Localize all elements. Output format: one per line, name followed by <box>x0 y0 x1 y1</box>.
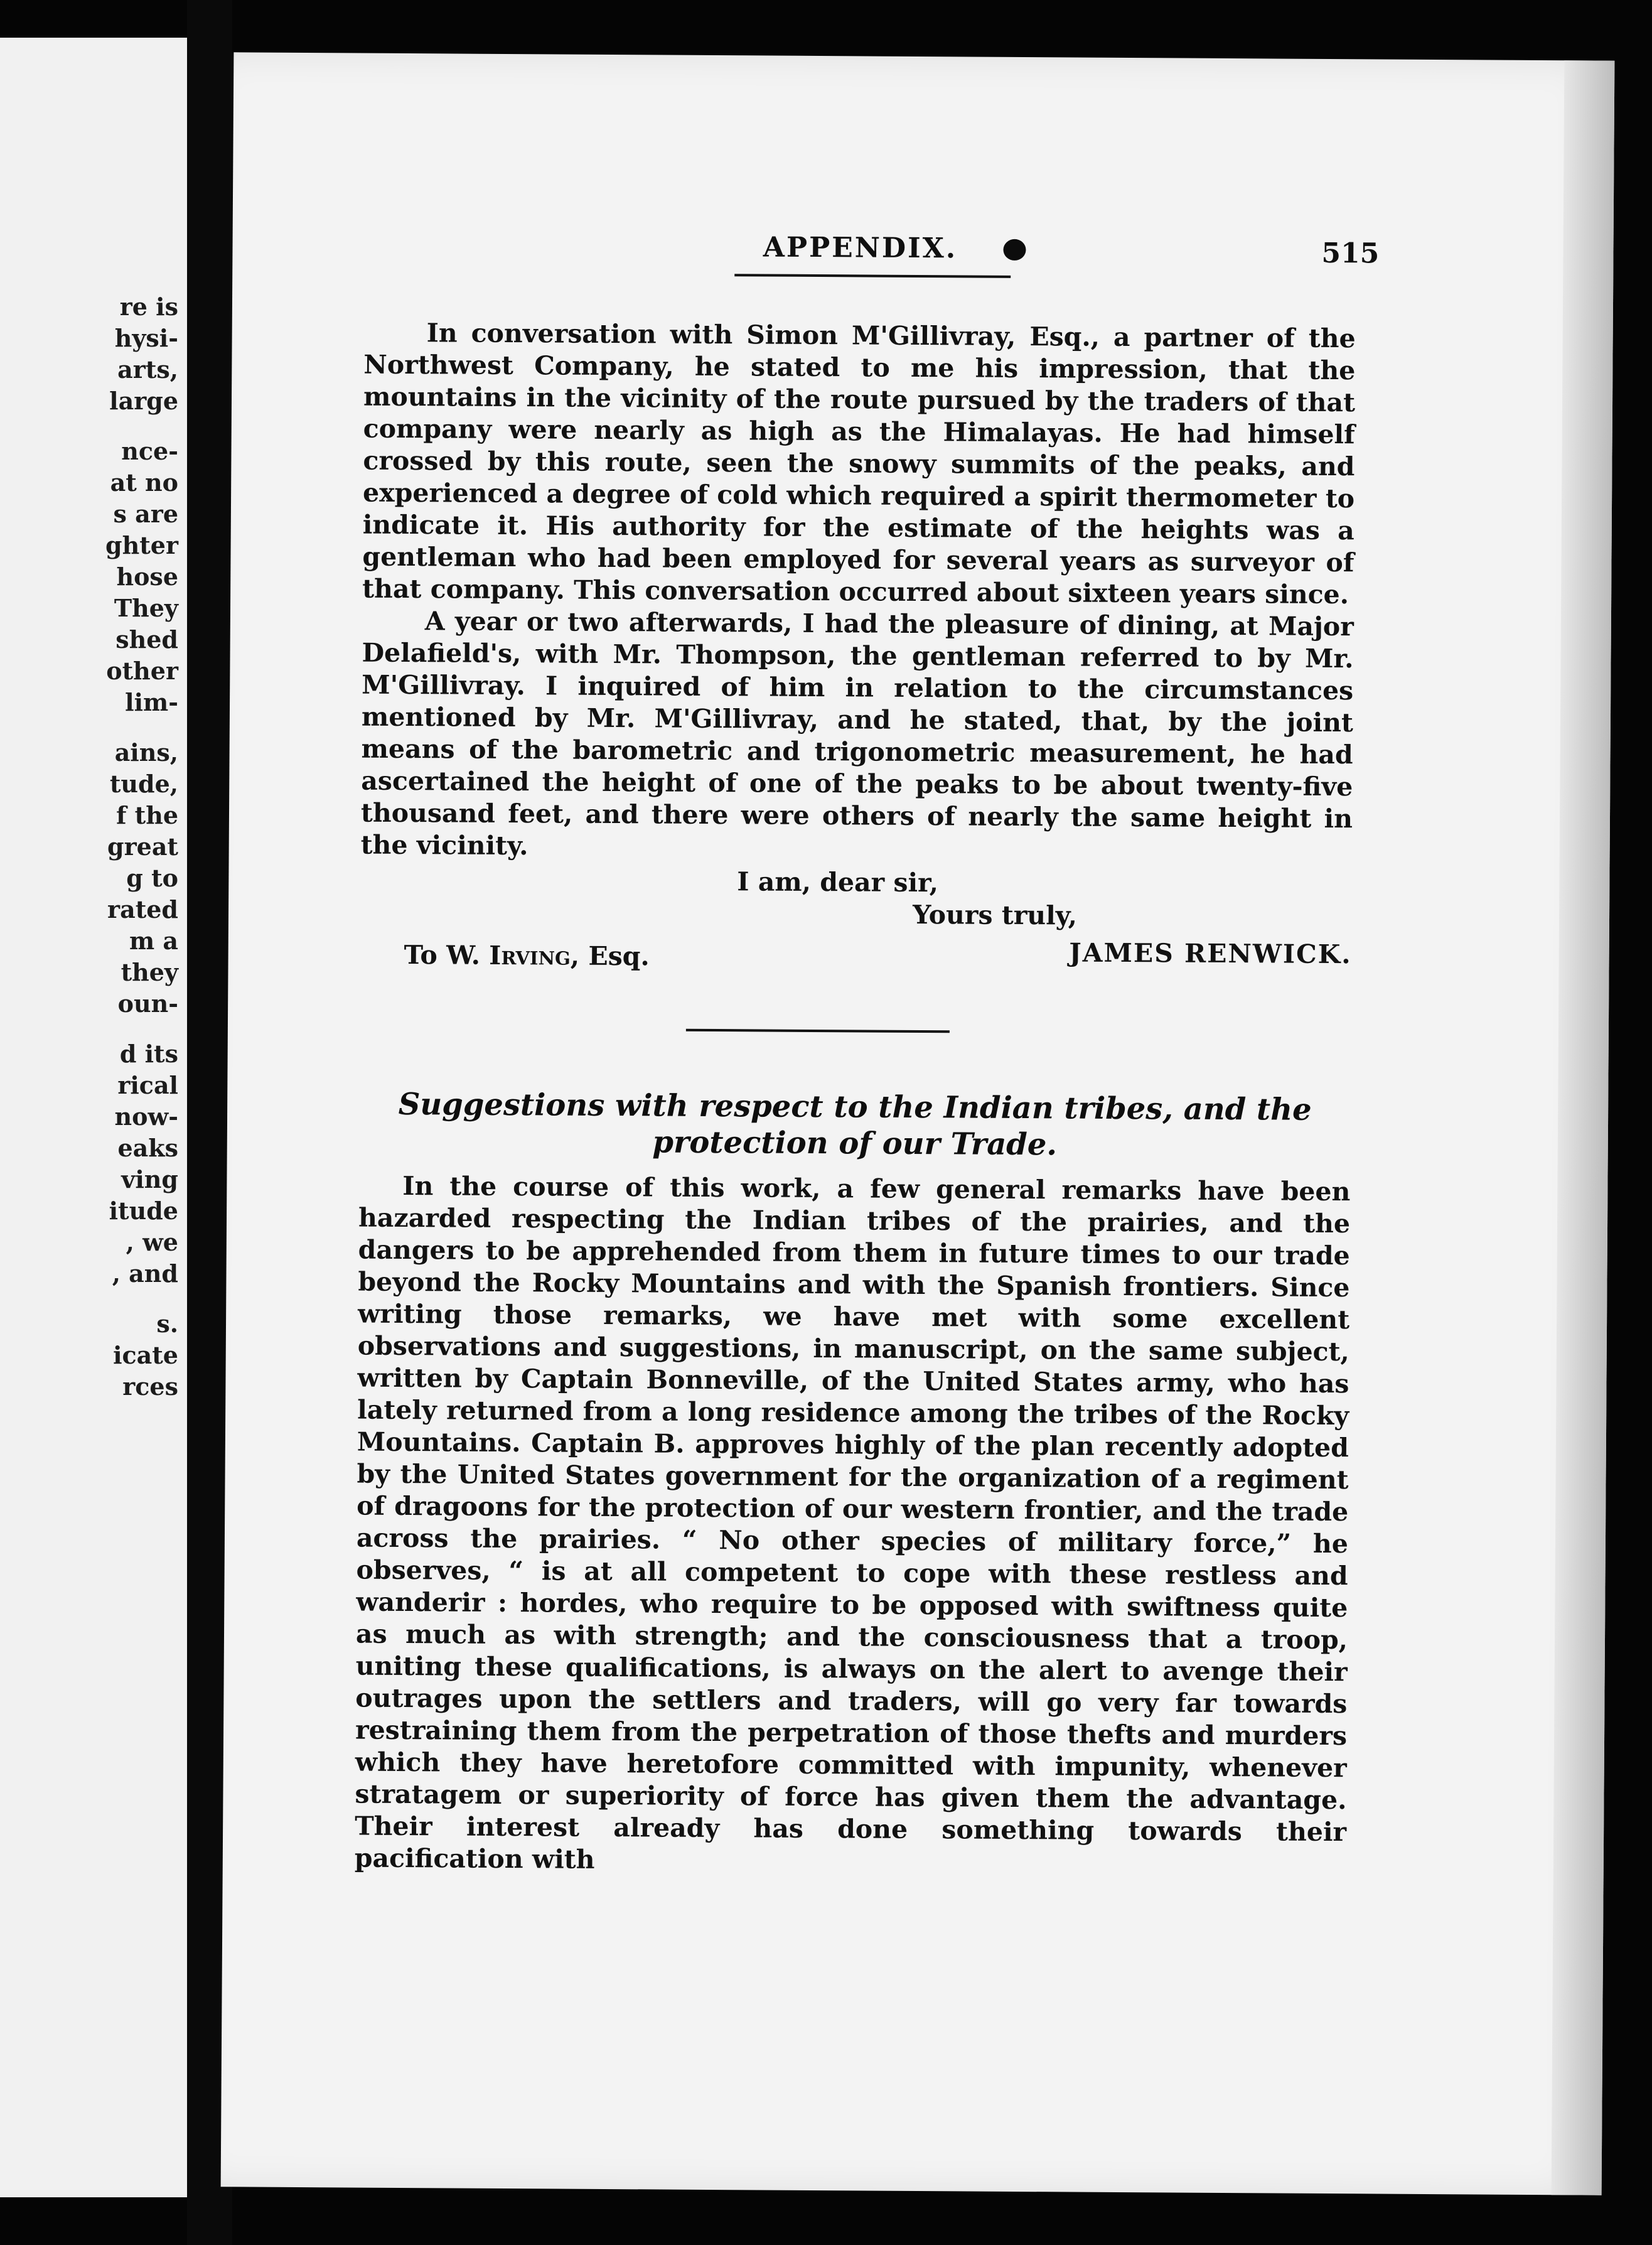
left-page-text-fragment: s. <box>156 1310 178 1338</box>
page-number: 515 <box>1321 237 1380 270</box>
left-page-text-fragment: s are <box>113 500 178 528</box>
ink-blot-mark <box>1003 239 1026 261</box>
left-page-text-fragment: f the <box>116 801 178 829</box>
left-page-text-fragment: They <box>114 594 178 622</box>
left-page-text-fragment: they <box>121 958 178 986</box>
section-body <box>355 1170 1351 1881</box>
section-paragraph: In the course of this work, a few general remarks have been hazarded respecting the Indian tribes of the prairies, and the dangers to be apprehended from them in future times to our trade beyond the Rocky Mountains and with the Spanish frontiers. Since writing those remarks, we have met with some excellent observations and suggestions, in manuscript, on the same subject, written by Captain Bonneville, of the United States army, who has lately returned from a long residence among the tribes of the Rocky Mountains. Captain B. approves highly of the plan recently adopted by the United States government for the organization of a regiment of dragoons for the protection of our western frontier, and the trade across the prairies. “ No other species of military force,” he observes, “ is at all competent to cope with these restless and wanderir : hordes, who require to be opposed with swiftness quite as much as with strength; and the consciousness that a troop, uniting these qualifications, is always on the alert to avenge their outrages upon the settlers and traders, will go very far towards restraining them from the perpetration of those thefts and murders which they have heretofore committed with impunity, whenever stratagem or superiority of force has given them the advantage. Their interest already has done something towards their pacification with <box>354 1170 1351 1875</box>
left-page-text-fragment: rces <box>122 1372 178 1401</box>
left-page-text-fragment: now- <box>114 1102 178 1131</box>
running-head: APPENDIX. <box>763 231 958 265</box>
left-page-text-fragment: g to <box>126 864 178 892</box>
book-page <box>221 52 1615 2195</box>
left-facing-page <box>0 38 187 2197</box>
left-page-text-fragment: , and <box>112 1259 178 1288</box>
left-page-text-fragment: re is <box>119 293 178 321</box>
addressee-suffix: , Esq. <box>570 940 650 972</box>
section-divider-rule <box>686 1029 950 1033</box>
page-edge-shadow <box>1552 60 1615 2195</box>
left-page-text-fragment: rical <box>117 1071 178 1099</box>
closing-salutation: I am, dear sir, <box>737 866 939 898</box>
signature-row <box>360 933 1351 983</box>
left-page-text-fragment: hysi- <box>114 324 178 352</box>
letter-paragraph-2: A year or two afterwards, I had the pleasure of dining, at Major Delafield's, with Mr. Thompson, the gentleman referred to by Mr. M'Gillivray. I inquired of him in relation to the circumstances mentioned by Mr. M'Gillivray, and he stated, that, by the joint means of the barometric and trigonometric measurement, he had ascertained the height of one of the peaks to be about twenty-five thousand feet, and there were others of nearly the same height in the vicinity. <box>360 606 1354 861</box>
left-page-text-fragment: eaks <box>117 1134 178 1162</box>
left-page-text-fragment: ving <box>121 1165 178 1193</box>
left-page-text-fragment: nce- <box>121 437 178 465</box>
addressee-prefix: To W. <box>404 939 490 971</box>
left-page-text-fragment: shed <box>115 625 178 654</box>
left-page-text-fragment: m a <box>129 927 178 955</box>
addressee-line <box>404 939 649 972</box>
page-body <box>355 317 1356 1881</box>
letter-signature: JAMES RENWICK. <box>1069 937 1352 970</box>
left-page-text-fragment: hose <box>116 563 178 591</box>
left-page-text-fragment: great <box>107 832 178 861</box>
addressee-name: Irving <box>489 940 571 971</box>
left-page-text-fragment: ains, <box>114 738 178 767</box>
closing-yours-truly: Yours truly, <box>912 899 1078 931</box>
left-page-text-fragment: large <box>109 387 178 415</box>
left-page-text-fragment: other <box>106 657 178 685</box>
page-header <box>232 228 1613 286</box>
left-page-text-fragment: lim- <box>125 688 178 716</box>
section-title: Suggestions with respect to the Indian tribes, and the protection of our Trade. <box>398 1086 1312 1163</box>
left-page-text-fragment: itude <box>109 1197 178 1225</box>
running-head-rule <box>734 274 1011 278</box>
left-page-text-fragment: , we <box>126 1228 178 1256</box>
left-page-text-fragment: rated <box>107 895 178 923</box>
left-page-text-fragment: at no <box>110 468 178 497</box>
left-page-text-fragment: ghter <box>105 531 178 559</box>
left-page-text-fragment: tude, <box>109 770 178 798</box>
left-page-text-fragment: d its <box>119 1040 178 1068</box>
letter-closing <box>360 864 1353 934</box>
left-page-text-fragment: oun- <box>117 989 178 1018</box>
left-page-text-fragment: icate <box>113 1341 178 1369</box>
left-page-text-fragment: arts, <box>117 355 178 384</box>
letter-paragraph-1: In conversation with Simon M'Gillivray, Esq., a partner of the Northwest Company, he stated to me his impression, that the mountains in the vicinity of the route pursued by the traders of that company were nearly as high as the Himalayas. He had himself crossed by this route, seen the snowy summits of the peaks, and experienced a degree of cold which required a spirit thermometer to indicate it. His authority for the estimate of the heights was a gentleman who had been employed for several years as surveyor of that company. This conversation occurred about sixteen years since. <box>362 318 1356 610</box>
